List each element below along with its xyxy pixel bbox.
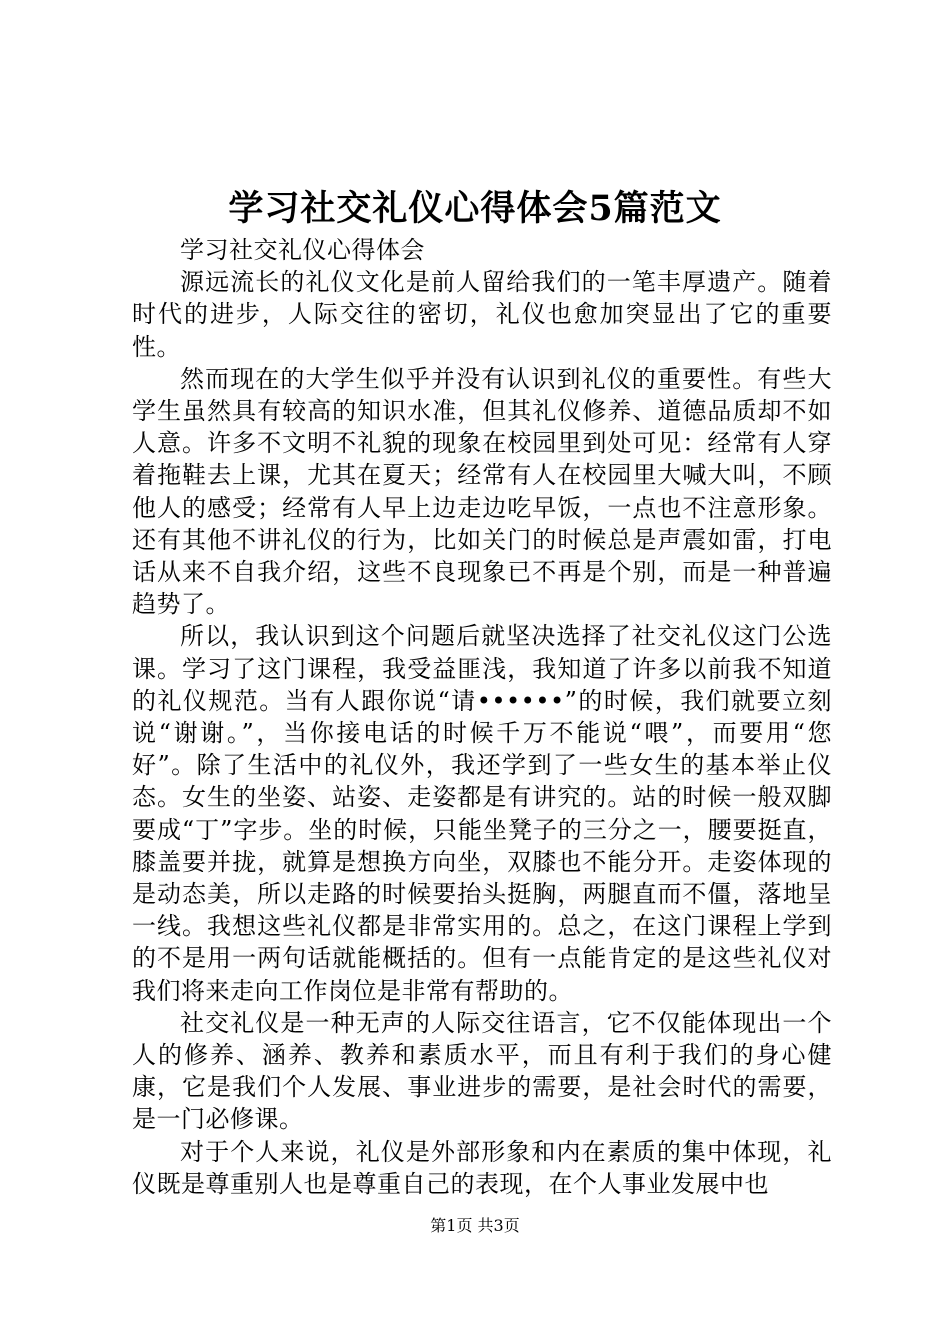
paragraph: 对于个人来说，礼仪是外部形象和内在素质的集中体现，礼仪既是尊重别人也是尊重自己的表现，在个人事业发展中也 <box>132 1137 832 1198</box>
document-title: 学习社交礼仪心得体会5篇范文 <box>228 188 722 229</box>
paragraph: 然而现在的大学生似乎并没有认识到礼仪的重要性。有些大学生虽然具有较高的知识水准，但其礼仪修养、道德品质却不如人意。许多不文明不礼貌的现象在校园里到处可见：经常有人穿着拖鞋去上课，尤其在夏天；经常有人在校园里大喊大叫，不顾他人的感受；经常有人早上边走边吃早饭，一点也不注意形象。还有其他不讲礼仪的行为，比如关门的时候总是声震如雷，打电话从来不自我介绍，这些不良现象已不再是个别，而是一种普遍趋势了。 <box>132 364 832 619</box>
paragraph: 源远流长的礼仪文化是前人留给我们的一笔丰厚遗产。随着时代的进步，人际交往的密切，礼仪也愈加突显出了它的重要性。 <box>132 268 832 361</box>
paragraph: 社交礼仪是一种无声的人际交往语言，它不仅能体现出一个人的修养、涵养、教养和素质水平，而且有利于我们的身心健康，它是我们个人发展、事业进步的需要，是社会时代的需要，是一门必修课。 <box>132 1008 832 1134</box>
document-body <box>132 234 832 1200</box>
paragraph: 所以，我认识到这个问题后就坚决选择了社交礼仪这门公选课。学习了这门课程，我受益匪浅，我知道了许多以前我不知道的礼仪规范。当有人跟你说“请••••••”的时候，我们就要立刻说“谢谢。”，当你接电话的时候千万不能说“喂”，而要用“您好”。除了生活中的礼仪外，我还学到了一些女生的基本举止仪态。女生的坐姿、站姿、走姿都是有讲究的。站的时候一般双脚要成“丁”字步。坐的时候，只能坐凳子的三分之一，腰要挺直，膝盖要并拢，就算是想换方向坐，双膝也不能分开。走姿体现的是动态美，所以走路的时候要抬头挺胸，两腿直而不僵，落地呈一线。我想这些礼仪都是非常实用的。总之，在这门课程上学到的不是用一两句话就能概括的。但有一点能肯定的是这些礼仪对我们将来走向工作岗位是非常有帮助的。 <box>132 622 832 1005</box>
section-heading: 学习社交礼仪心得体会 <box>180 236 425 264</box>
page-number-footer: 第1页 共3页 <box>430 1216 520 1235</box>
